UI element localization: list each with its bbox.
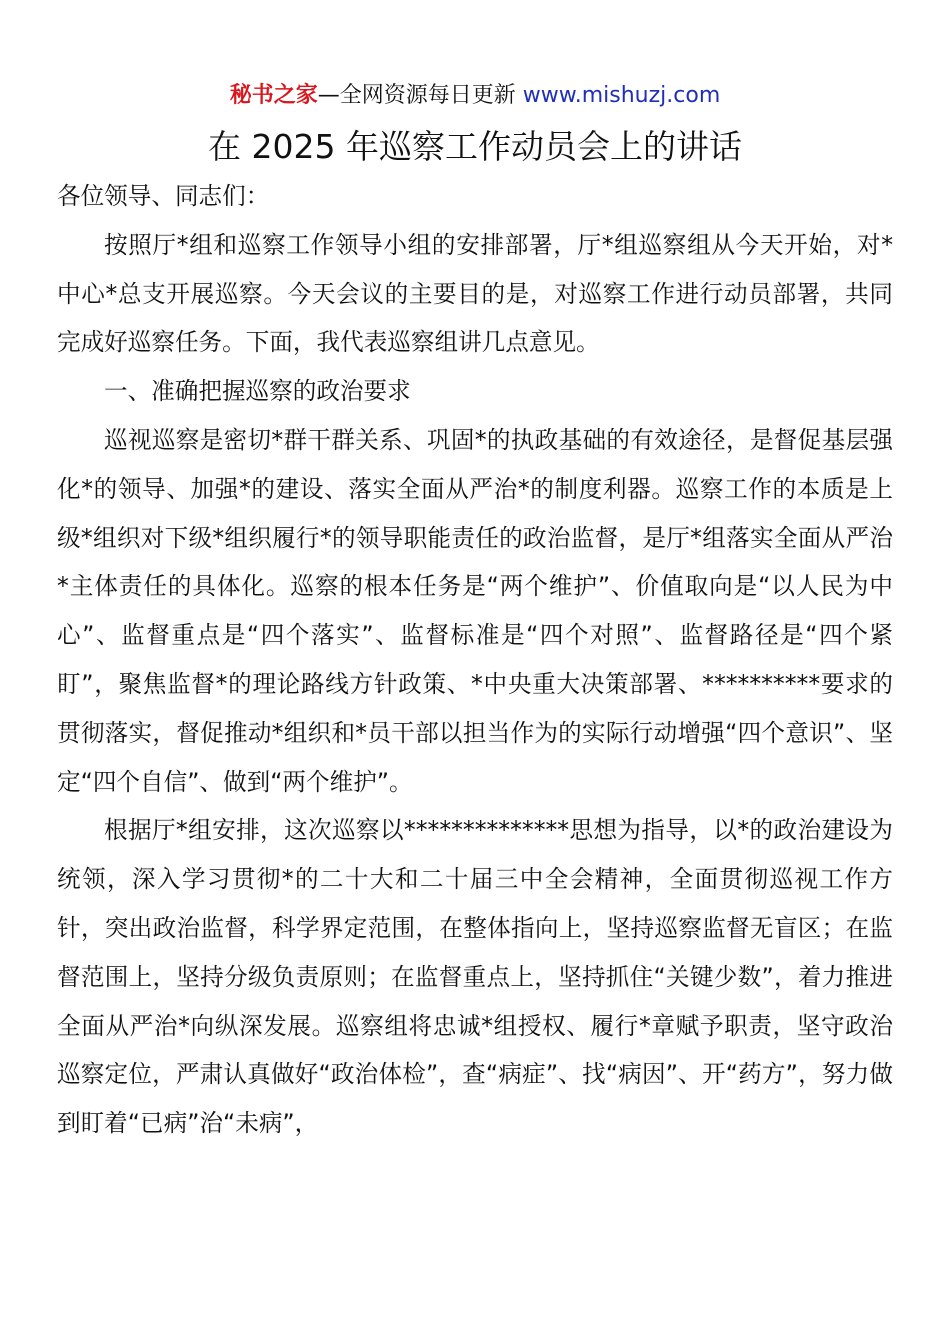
site-tagline: 全网资源每日更新 [339, 83, 523, 108]
site-brand: 秘书之家 [229, 83, 318, 108]
salutation: 各位领导、同志们： [57, 182, 270, 210]
header-dash: — [317, 83, 340, 108]
paragraph-political-requirements: 巡视巡察是密切*群干群关系、巩固*的执政基础的有效途径，是督促基层强化*的领导、加强*的建设、落实全面从严治*的制度利器。巡察工作的本质是上级*组织对下级*组织履行*的领导职能责任的政治监督，是厅*组落实全面从严治*主体责任的具体化。巡察的根本任务是“两个维护”、价值取向是“以人民为中心”、监督重点是“四个落实”、监督标准是“四个对照”、监督路径是“四个紧盯”，聚焦监督*的理论路线方针政策、*中央重大决策部署、**********要求的贯彻落实，督促推动*组织和*员干部以担当作为的实际行动增强“四个意识”、坚定“四个自信”、做到“两个维护”。 [57, 425, 893, 796]
document-body [57, 172, 893, 1148]
section-heading-1: 一、准确把握巡察的政治要求 [104, 377, 411, 406]
paragraph-intro: 按照厅*组和巡察工作领导小组的安排部署，厅*组巡察组从今天开始，对*中心*总支开展巡察。今天会议的主要目的是，对巡察工作进行动员部署，共同完成好巡察任务。下面，我代表巡察组讲几点意见。 [57, 230, 893, 357]
site-url-link[interactable]: www.mishuzj.com [522, 83, 721, 108]
document-title: 在 2025 年巡察工作动员会上的讲话 [208, 127, 742, 166]
paragraph-arrangement: 根据厅*组安排，这次巡察以**************思想为指导，以*的政治建设为统领，深入学习贯彻*的二十大和二十届三中全会精神，全面贯彻巡视工作方针，突出政治监督，科学界定范围，在整体指向上，坚持巡察监督无盲区；在监督范围上，坚持分级负责原则；在监督重点上，坚持抓住“关键少数”，着力推进全面从严治*向纵深发展。巡察组将忠诚*组授权、履行*章赋予职责，坚守政治巡察定位，严肃认真做好“政治体检”，查“病症”、找“病因”、开“药方”，努力做到盯着“已病”治“未病”， [57, 816, 893, 1138]
site-header [0, 80, 950, 112]
